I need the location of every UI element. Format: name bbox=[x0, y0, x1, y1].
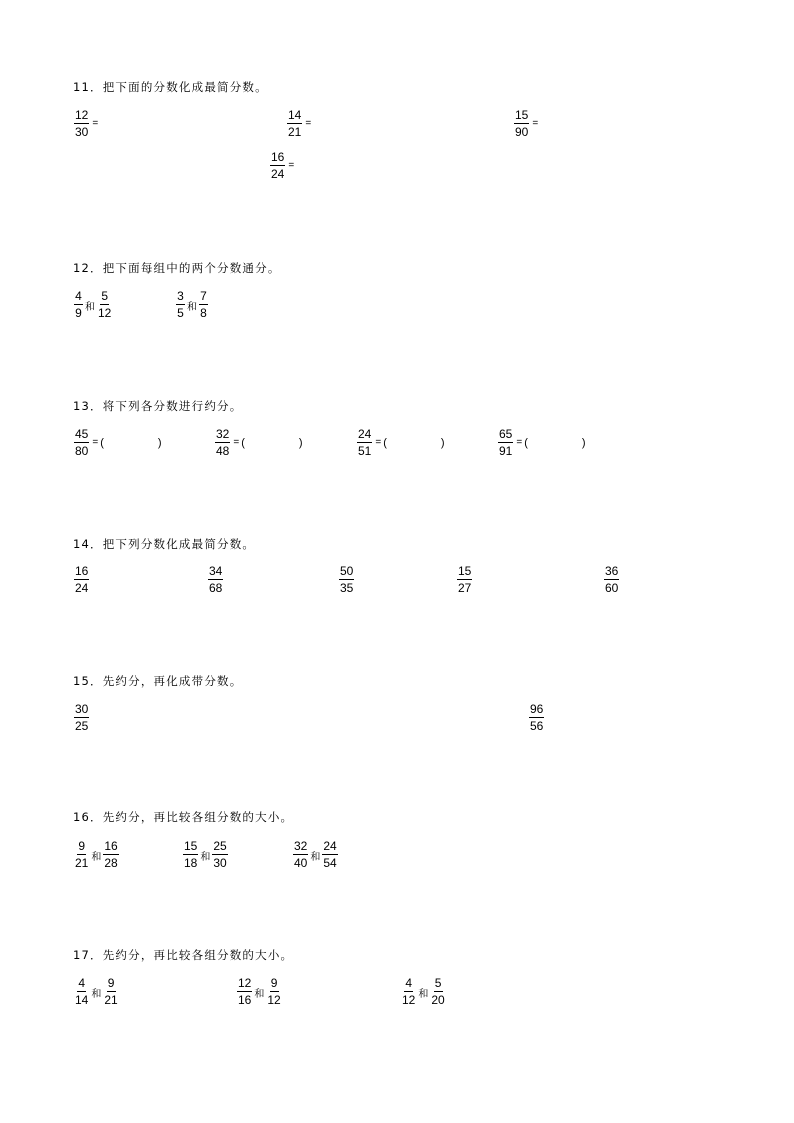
denominator: 16 bbox=[238, 993, 252, 1007]
q17-pair-3 bbox=[400, 976, 447, 1007]
q11-item-1 bbox=[73, 108, 98, 139]
q14-item-3 bbox=[338, 564, 355, 595]
fraction bbox=[236, 976, 253, 1007]
numerator: 65 bbox=[499, 427, 513, 441]
question-15-title: 15．先约分，再化成带分数。 bbox=[73, 674, 243, 688]
fraction bbox=[269, 150, 286, 181]
and-word: 和 bbox=[254, 989, 265, 1000]
denominator: 51 bbox=[358, 444, 372, 458]
q14-item-4 bbox=[456, 564, 473, 595]
question-13-title: 13．将下列各分数进行约分。 bbox=[73, 399, 243, 413]
and-word: 和 bbox=[418, 989, 429, 1000]
fraction bbox=[265, 976, 282, 1007]
numerator: 14 bbox=[288, 108, 302, 122]
denominator: 80 bbox=[75, 444, 89, 458]
close-paren: ) bbox=[581, 436, 586, 449]
denominator: 60 bbox=[605, 581, 619, 595]
fraction bbox=[73, 702, 90, 733]
numerator: 12 bbox=[238, 976, 252, 990]
q13-item-1 bbox=[73, 427, 162, 458]
fraction bbox=[214, 427, 231, 458]
equals-sign: = bbox=[532, 118, 539, 129]
denominator: 54 bbox=[323, 856, 337, 870]
fraction bbox=[207, 564, 224, 595]
question-17-title: 17．先约分，再比较各组分数的大小。 bbox=[73, 948, 294, 962]
denominator: 18 bbox=[184, 856, 198, 870]
open-paren: ( bbox=[241, 436, 245, 449]
denominator: 5 bbox=[177, 306, 184, 320]
denominator: 21 bbox=[75, 856, 89, 870]
denominator: 56 bbox=[530, 719, 544, 733]
and-word: 和 bbox=[200, 852, 211, 863]
q17-pair-2 bbox=[236, 976, 283, 1007]
denominator: 25 bbox=[75, 719, 89, 733]
fraction bbox=[73, 564, 90, 595]
numerator: 50 bbox=[340, 564, 354, 578]
numerator: 9 bbox=[107, 976, 115, 990]
q11-item-2 bbox=[286, 108, 311, 139]
denominator: 48 bbox=[216, 444, 230, 458]
numerator: 96 bbox=[530, 702, 544, 716]
fraction bbox=[211, 839, 228, 870]
denominator: 40 bbox=[294, 856, 308, 870]
numerator: 15 bbox=[184, 839, 198, 853]
fraction bbox=[73, 976, 90, 1007]
fraction bbox=[497, 427, 514, 458]
fraction bbox=[96, 289, 113, 320]
q13-item-2 bbox=[214, 427, 303, 458]
numerator: 4 bbox=[78, 976, 86, 990]
fraction bbox=[73, 427, 90, 458]
denominator: 91 bbox=[499, 444, 513, 458]
question-12-title: 12．把下面每组中的两个分数通分。 bbox=[73, 261, 281, 275]
denominator: 28 bbox=[104, 856, 118, 870]
q13-item-4 bbox=[497, 427, 586, 458]
numerator: 24 bbox=[358, 427, 372, 441]
q14-item-5 bbox=[603, 564, 620, 595]
numerator: 45 bbox=[75, 427, 89, 441]
q11-item-4 bbox=[269, 150, 294, 181]
question-11-title: 11．把下面的分数化成最简分数。 bbox=[73, 80, 268, 94]
numerator: 32 bbox=[294, 839, 308, 853]
denominator: 35 bbox=[340, 581, 354, 595]
denominator: 9 bbox=[75, 306, 82, 320]
numerator: 16 bbox=[75, 564, 89, 578]
fraction bbox=[456, 564, 473, 595]
fraction bbox=[292, 839, 309, 870]
q15-item-1 bbox=[73, 702, 90, 733]
fraction bbox=[286, 108, 303, 139]
question-16-title: 16．先约分，再比较各组分数的大小。 bbox=[73, 810, 294, 824]
equals-sign: = bbox=[375, 437, 382, 448]
numerator: 15 bbox=[515, 108, 529, 122]
open-paren: ( bbox=[524, 436, 528, 449]
q12-pair-1 bbox=[73, 289, 113, 320]
open-paren: ( bbox=[100, 436, 104, 449]
numerator: 36 bbox=[605, 564, 619, 578]
numerator: 24 bbox=[323, 839, 337, 853]
numerator: 5 bbox=[434, 976, 442, 990]
and-word: 和 bbox=[91, 852, 102, 863]
denominator: 24 bbox=[271, 167, 285, 181]
denominator: 21 bbox=[104, 993, 118, 1007]
and-word: 和 bbox=[85, 302, 95, 313]
numerator: 4 bbox=[75, 289, 82, 303]
fraction bbox=[182, 839, 199, 870]
fraction bbox=[528, 702, 545, 733]
equals-sign: = bbox=[516, 437, 523, 448]
numerator: 32 bbox=[216, 427, 230, 441]
close-paren: ) bbox=[440, 436, 445, 449]
fraction bbox=[73, 839, 90, 870]
denominator: 12 bbox=[98, 306, 112, 320]
denominator: 27 bbox=[458, 581, 472, 595]
fraction bbox=[603, 564, 620, 595]
denominator: 68 bbox=[209, 581, 223, 595]
numerator: 5 bbox=[101, 289, 109, 303]
q14-item-2 bbox=[207, 564, 224, 595]
fraction bbox=[321, 839, 338, 870]
fraction bbox=[429, 976, 446, 1007]
q16-pair-3 bbox=[292, 839, 339, 870]
numerator: 16 bbox=[104, 839, 118, 853]
numerator: 7 bbox=[200, 289, 207, 303]
q16-pair-2 bbox=[182, 839, 229, 870]
numerator: 9 bbox=[270, 976, 278, 990]
denominator: 12 bbox=[402, 993, 416, 1007]
numerator: 4 bbox=[405, 976, 413, 990]
q12-pair-2 bbox=[175, 289, 209, 320]
denominator: 24 bbox=[75, 581, 89, 595]
open-paren: ( bbox=[383, 436, 387, 449]
fraction bbox=[400, 976, 417, 1007]
denominator: 20 bbox=[431, 993, 445, 1007]
numerator: 12 bbox=[75, 108, 89, 122]
numerator: 15 bbox=[458, 564, 472, 578]
equals-sign: = bbox=[92, 437, 99, 448]
and-word: 和 bbox=[310, 852, 321, 863]
close-paren: ) bbox=[298, 436, 303, 449]
q14-item-1 bbox=[73, 564, 90, 595]
numerator: 25 bbox=[213, 839, 227, 853]
and-word: 和 bbox=[91, 989, 102, 1000]
fraction bbox=[102, 976, 119, 1007]
denominator: 30 bbox=[213, 856, 227, 870]
fraction bbox=[175, 289, 186, 320]
q11-item-3 bbox=[513, 108, 538, 139]
equals-sign: = bbox=[288, 160, 295, 171]
fraction bbox=[102, 839, 119, 870]
q16-pair-1 bbox=[73, 839, 120, 870]
denominator: 14 bbox=[75, 993, 89, 1007]
denominator: 8 bbox=[200, 306, 207, 320]
fraction bbox=[338, 564, 355, 595]
fraction bbox=[356, 427, 373, 458]
numerator: 3 bbox=[177, 289, 184, 303]
q15-item-2 bbox=[528, 702, 545, 733]
fraction bbox=[73, 289, 84, 320]
numerator: 9 bbox=[78, 839, 86, 853]
question-14-title: 14．把下列分数化成最简分数。 bbox=[73, 537, 256, 551]
q13-item-3 bbox=[356, 427, 445, 458]
fraction bbox=[198, 289, 209, 320]
numerator: 16 bbox=[271, 150, 285, 164]
equals-sign: = bbox=[305, 118, 312, 129]
denominator: 12 bbox=[267, 993, 281, 1007]
equals-sign: = bbox=[233, 437, 240, 448]
fraction bbox=[513, 108, 530, 139]
fraction bbox=[73, 108, 90, 139]
denominator: 30 bbox=[75, 125, 89, 139]
numerator: 34 bbox=[209, 564, 223, 578]
and-word: 和 bbox=[187, 302, 197, 313]
close-paren: ) bbox=[157, 436, 162, 449]
numerator: 30 bbox=[75, 702, 89, 716]
denominator: 21 bbox=[288, 125, 302, 139]
denominator: 90 bbox=[515, 125, 529, 139]
q17-pair-1 bbox=[73, 976, 120, 1007]
equals-sign: = bbox=[92, 118, 99, 129]
